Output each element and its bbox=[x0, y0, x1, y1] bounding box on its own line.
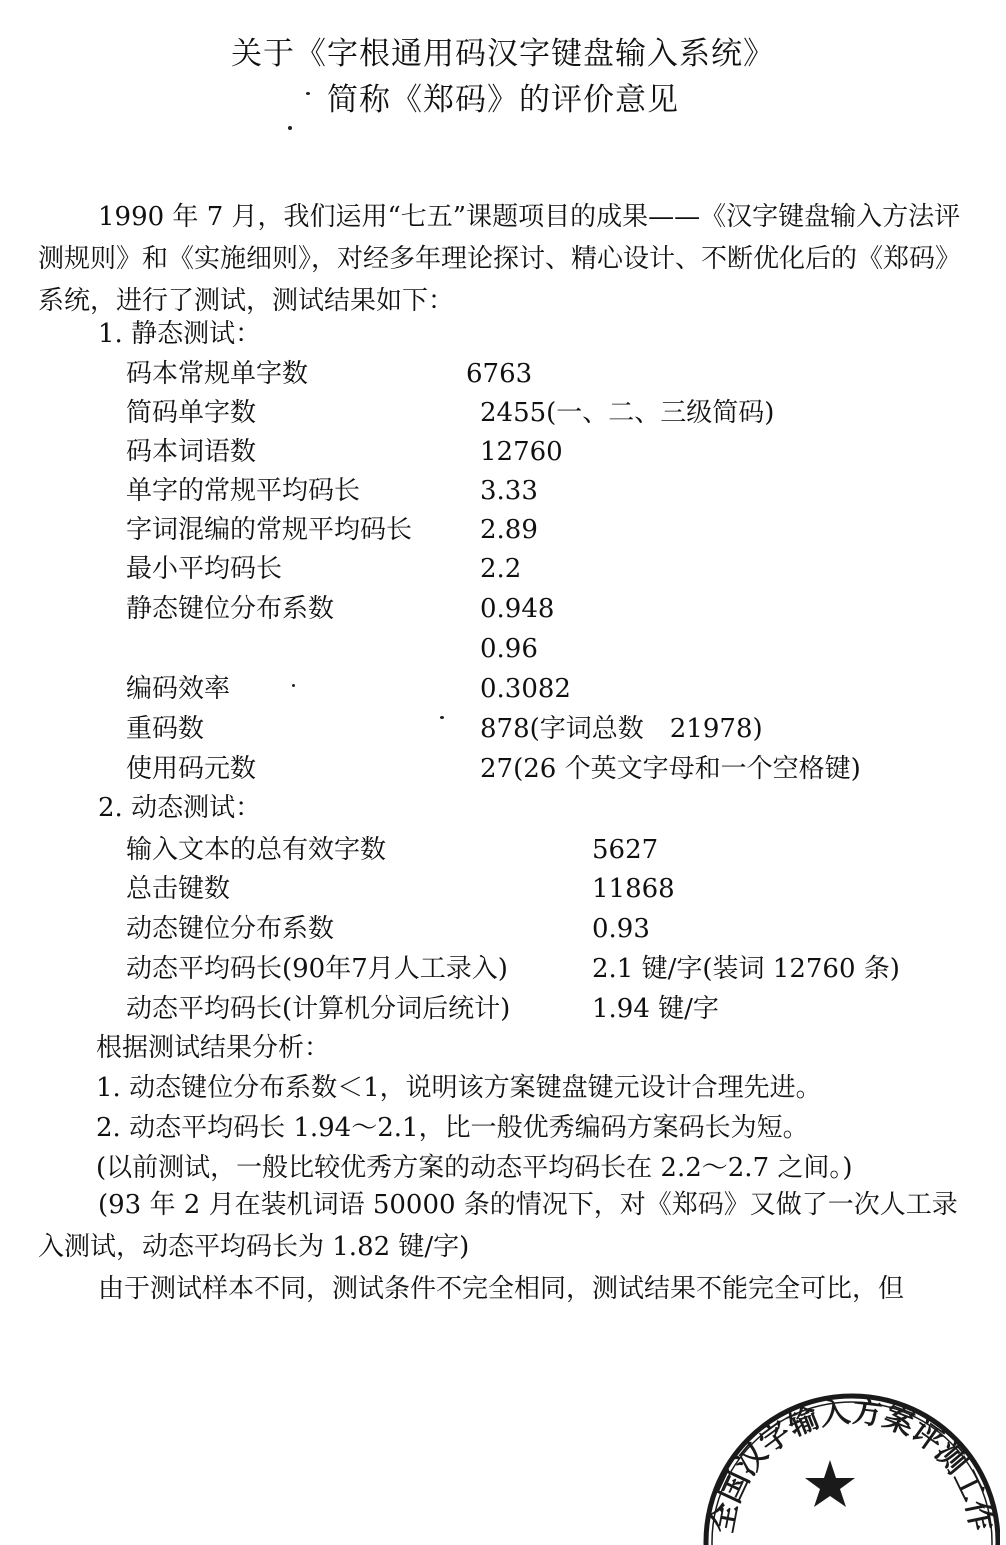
title-line-2: 简称《郑码》的评价意见 bbox=[327, 82, 679, 118]
seal-text bbox=[705, 1394, 999, 1536]
speck bbox=[288, 126, 292, 130]
row-value: 2.1 键/字(装词 12760 条) bbox=[592, 954, 900, 984]
row-label: 最小平均码长 bbox=[126, 554, 283, 584]
row-label: 重码数 bbox=[126, 714, 205, 744]
final-paragraph: 由于测试样本不同，测试条件不完全相同，测试结果不能完全可比，但 bbox=[98, 1274, 905, 1304]
row-label: 编码效率 bbox=[126, 674, 231, 704]
row-value: 2.89 bbox=[480, 515, 538, 545]
speck bbox=[292, 684, 295, 687]
speck bbox=[306, 92, 310, 95]
row-value: 3.33 bbox=[480, 476, 538, 506]
retest-paragraph: (93 年 2 月在装机词语 50000 条的情况下，对《郑码》又做了一次人工录入测试，动态平均码长为 1.82 键/字) bbox=[38, 1190, 958, 1262]
official-seal bbox=[700, 1360, 1000, 1545]
row-value: 11868 bbox=[592, 874, 675, 904]
row-value: 27(26 个英文字母和一个空格键) bbox=[480, 754, 861, 784]
row-label: 码本词语数 bbox=[126, 437, 257, 467]
row-label: 静态键位分布系数 bbox=[126, 594, 335, 624]
row-label: 总击键数 bbox=[126, 874, 231, 904]
dynamic-test-heading: 2. 动态测试： bbox=[98, 793, 262, 823]
intro-paragraph: 1990 年 7 月，我们运用“七五”课题项目的成果——《汉字键盘输入方法评测规则》和《实施细则》，对经多年理论探讨、精心设计、不断优化后的《郑码》系统，进行了测试，测试结果如下： bbox=[38, 202, 962, 316]
row-label: 字词混编的常规平均码长 bbox=[126, 515, 413, 545]
row-label: 简码单字数 bbox=[126, 398, 257, 428]
row-value: 878(字词总数 21978) bbox=[480, 714, 763, 744]
row-label: 码本常规单字数 bbox=[126, 359, 309, 389]
speck bbox=[440, 716, 444, 719]
row-value: 12760 bbox=[480, 437, 563, 467]
row-label: 使用码元数 bbox=[126, 754, 257, 784]
analysis-heading: 根据测试结果分析： bbox=[96, 1033, 331, 1063]
row-label: 动态平均码长(90年7月人工录入) bbox=[126, 954, 508, 984]
row-value: 1.94 键/字 bbox=[592, 994, 719, 1024]
row-label: 单字的常规平均码长 bbox=[126, 476, 361, 506]
row-value: 2.2 bbox=[480, 554, 522, 584]
static-test-heading: 1. 静态测试： bbox=[98, 319, 262, 349]
row-label: 动态平均码长(计算机分词后统计) bbox=[126, 994, 511, 1024]
analysis-point-1: 1. 动态键位分布系数＜1，说明该方案键盘键元设计合理先进。 bbox=[96, 1073, 822, 1103]
analysis-note: (以前测试，一般比较优秀方案的动态平均码长在 2.2～2.7 之间。) bbox=[96, 1153, 853, 1183]
row-label: 输入文本的总有效字数 bbox=[126, 835, 387, 865]
analysis-point-2: 2. 动态平均码长 1.94～2.1，比一般优秀编码方案码长为短。 bbox=[96, 1113, 809, 1143]
row-value: 0.96 bbox=[480, 634, 538, 664]
row-value: 0.3082 bbox=[480, 674, 571, 704]
title-line-1: 关于《字根通用码汉字键盘输入系统》 bbox=[231, 36, 775, 72]
row-value: 0.93 bbox=[592, 914, 650, 944]
seal-text-path: 全国汉字输入方案评测工作 bbox=[704, 1394, 1000, 1536]
row-value: 6763 bbox=[466, 359, 533, 389]
row-value: 5627 bbox=[592, 835, 659, 865]
row-value: 2455(一、二、三级简码) bbox=[480, 398, 775, 428]
row-label: 动态键位分布系数 bbox=[126, 914, 335, 944]
row-value: 0.948 bbox=[480, 594, 555, 624]
seal-star-icon bbox=[805, 1460, 855, 1507]
